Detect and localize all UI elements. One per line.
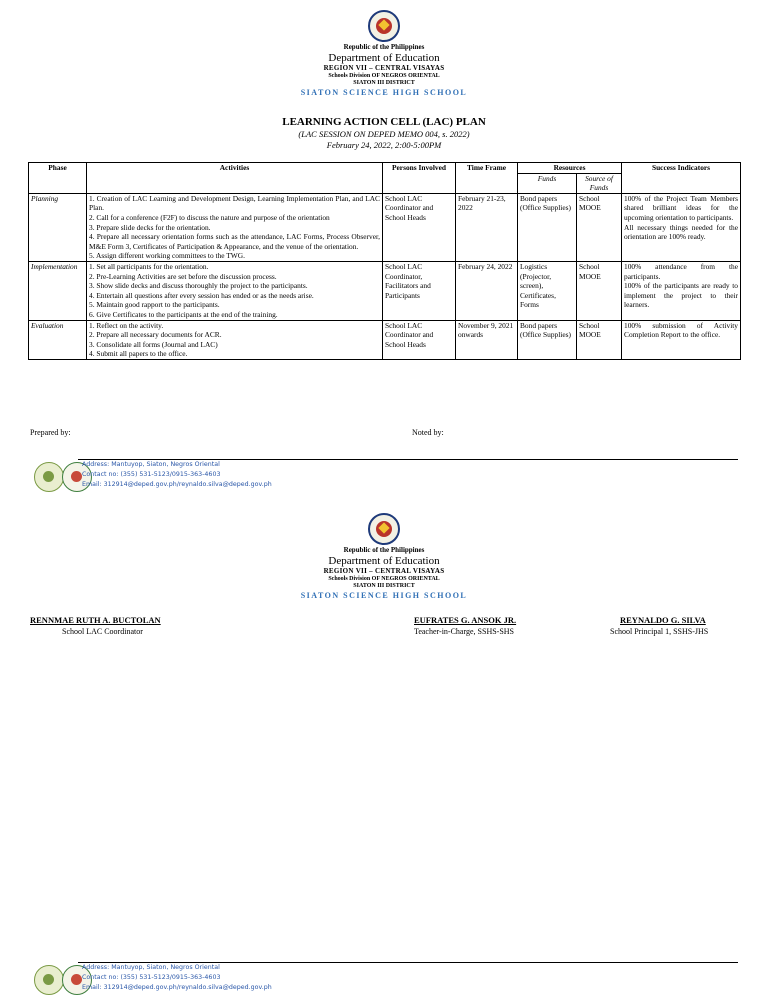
footer-address: Address: Mantuyop, Siaton, Negros Oriental (82, 964, 220, 971)
department-label: Department of Education (328, 555, 440, 567)
source-cell: School MOOE (577, 261, 622, 320)
activity-item: 5. Maintain good rapport to the participants. (89, 300, 220, 310)
document-subtitle: (LAC SESSION ON DEPED MEMO 004, s. 2022) (298, 129, 470, 139)
header-phase: Phase (29, 163, 87, 194)
persons-cell: School LAC Coordinator and School Heads (383, 320, 456, 359)
district-label: SIATON III DISTRICT (353, 80, 415, 86)
source-cell: School MOOE (577, 193, 622, 261)
deped-seal (368, 10, 400, 42)
region-label: REGION VII – CENTRAL VISAYAS (323, 567, 445, 575)
footer-contact (82, 460, 272, 490)
persons-cell: School LAC Coordinator, Facilitators and Participants (383, 261, 456, 320)
success-cell (622, 320, 741, 359)
header-funds: Funds (518, 173, 577, 193)
prepared-by-label: Prepared by: (30, 428, 71, 437)
phase-cell: Planning (29, 193, 87, 261)
lac-plan-table (28, 162, 741, 360)
noted-by-label: Noted by: (412, 428, 444, 437)
activity-item: 4. Prepare all necessary orientation forms such as the attendance, LAC Forms, Process Observer, M&E Form 3, Certificates of Participation & Appearance, and the venue of the orientation. (89, 232, 380, 251)
success-item: 100% of the Project Team Members shared brilliant ideas for the upcoming orientation to participants. (624, 193, 739, 222)
success-item: 100% submission of Activity Completion Report to the office. (624, 320, 739, 340)
footer-address: Address: Mantuyop, Siaton, Negros Oriental (82, 461, 220, 468)
header-time-frame: Time Frame (456, 163, 518, 194)
department-label: Department of Education (328, 52, 440, 64)
footer-contact (82, 963, 272, 993)
funds-cell: Logistics (Projector, screen), Certificates, Forms (518, 261, 577, 320)
activity-item: 1. Creation of LAC Learning and Development Design, Learning Implementation Plan, and LAC Plan. (89, 193, 380, 213)
table-row (29, 193, 741, 261)
district-label: SIATON III DISTRICT (353, 583, 415, 589)
success-item: All necessary things needed for the orientation are 100% ready. (624, 222, 739, 242)
success-cell (622, 261, 741, 320)
school-label: SIATON SCIENCE HIGH SCHOOL (300, 88, 468, 97)
header-success: Success Indicators (622, 163, 741, 194)
phase-cell: Implementation (29, 261, 87, 320)
footer-email: Email: 312914@deped.gov.ph/reynaldo.silva@deped.gov.ph (82, 984, 272, 991)
activities-cell (87, 193, 383, 261)
school-logo (34, 462, 64, 492)
activity-item: 2. Prepare all necessary documents for ACR. (89, 330, 222, 340)
signatory-role-coordinator: School LAC Coordinator (62, 627, 143, 636)
time-cell: February 21-23, 2022 (456, 193, 518, 261)
time-cell: November 9, 2021 onwards (456, 320, 518, 359)
activity-item: 6. Give Certificates to the participants at the end of the training. (89, 309, 278, 319)
table-row (29, 320, 741, 359)
activity-item: 3. Prepare slide decks for the orientation. (89, 222, 211, 232)
time-cell: February 24, 2022 (456, 261, 518, 320)
footer-phone: Contact no: (355) 531-5123/0915-363-4603 (82, 471, 221, 478)
header-persons: Persons Involved (383, 163, 456, 194)
success-item: 100% attendance from the participants. (624, 261, 739, 281)
school-label: SIATON SCIENCE HIGH SCHOOL (300, 591, 468, 600)
header-activities: Activities (87, 163, 383, 194)
source-cell: School MOOE (577, 320, 622, 359)
signatory-role-tic: Teacher-in-Charge, SSHS-SHS (414, 627, 515, 636)
division-label: Schools Division OF NEGROS ORIENTAL (328, 576, 440, 582)
funds-cell: Bond papers (Office Supplies) (518, 320, 577, 359)
region-label: REGION VII – CENTRAL VISAYAS (323, 64, 445, 72)
document-date: February 24, 2022, 2:00-5:00PM (326, 140, 442, 150)
activities-cell (87, 320, 383, 359)
activity-item: 1. Set all participants for the orientation. (89, 261, 209, 271)
division-label: Schools Division OF NEGROS ORIENTAL (328, 73, 440, 79)
signatory-name-tic: EUFRATES G. ANSOK JR. (414, 615, 517, 625)
activity-item: 4. Submit all papers to the office. (89, 349, 188, 359)
table-row (29, 261, 741, 320)
activity-item: 5. Assign different working committees to the TWG. (89, 251, 245, 261)
deped-seal (368, 513, 400, 545)
activity-item: 4. Entertain all questions after every session has ended or as the needs arise. (89, 290, 314, 300)
school-logo (34, 965, 64, 995)
signatory-role-principal: School Principal 1, SSHS-JHS (610, 627, 709, 636)
republic-label: Republic of the Philippines (343, 546, 425, 554)
footer-email: Email: 312914@deped.gov.ph/reynaldo.silva@deped.gov.ph (82, 481, 272, 488)
activity-item: 3. Show slide decks and discuss thoroughly the project to the participants. (89, 281, 308, 291)
success-item: 100% of the participants are ready to implement the project to their learners. (624, 281, 739, 310)
activity-item: 1. Reflect on the activity. (89, 320, 164, 330)
activity-item: 2. Call for a conference (F2F) to discuss the nature and purpose of the orientation (89, 212, 330, 222)
signatory-name-principal: REYNALDO G. SILVA (620, 615, 706, 625)
republic-label: Republic of the Philippines (343, 43, 425, 51)
activity-item: 2. Pre-Learning Activities are set before the discussion process. (89, 271, 277, 281)
success-cell (622, 193, 741, 261)
header-resources: Resources (518, 163, 622, 174)
persons-cell: School LAC Coordinator and School Heads (383, 193, 456, 261)
footer-phone: Contact no: (355) 531-5123/0915-363-4603 (82, 974, 221, 981)
funds-cell: Bond papers (Office Supplies) (518, 193, 577, 261)
activity-item: 3. Consolidate all forms (Journal and LAC) (89, 339, 218, 349)
phase-cell: Evaluation (29, 320, 87, 359)
activities-cell (87, 261, 383, 320)
header-source: Source of Funds (577, 173, 622, 193)
document-title: LEARNING ACTION CELL (LAC) PLAN (282, 116, 486, 128)
signatory-name-coordinator: RENNMAE RUTH A. BUCTOLAN (30, 615, 161, 625)
